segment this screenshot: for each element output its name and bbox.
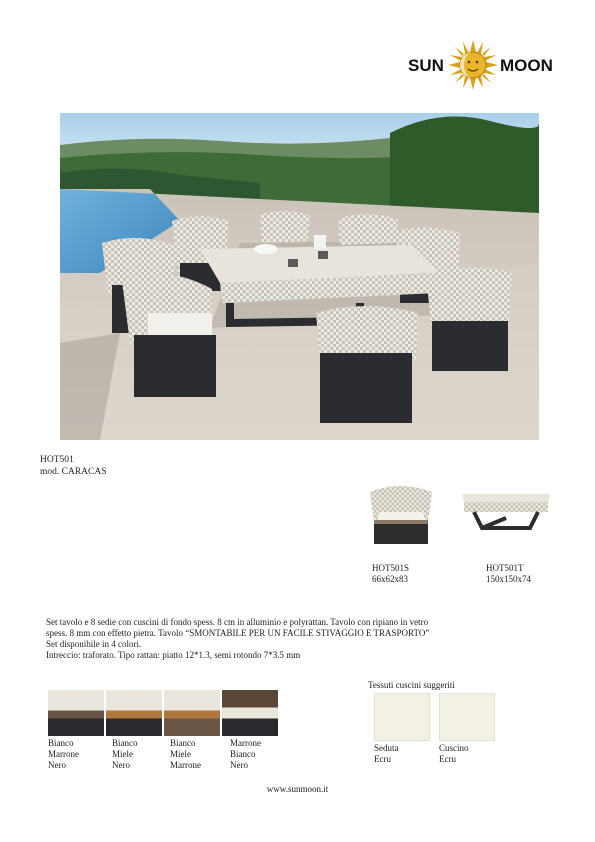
chair-image <box>364 480 436 550</box>
swatch-label: Marrone <box>170 760 201 770</box>
brand-text-right: MOON <box>500 56 553 75</box>
swatch-image <box>164 690 220 736</box>
fabric-label: Seduta <box>374 743 399 753</box>
fabric-swatch <box>439 693 495 741</box>
swatch-label: Nero <box>48 760 66 770</box>
fabric-label: Ecru <box>439 754 456 764</box>
brand-text-left: SUN <box>408 56 444 75</box>
fabric-label: Cuscino <box>439 743 469 753</box>
color-option <box>106 690 162 771</box>
component-table-dims: 150x150x74 <box>486 574 531 584</box>
swatch-label: Nero <box>112 760 130 770</box>
component-table <box>486 563 531 585</box>
swatch-label: Marrone <box>230 738 261 748</box>
table-image <box>458 488 554 536</box>
footer-url[interactable]: www.sunmoon.it <box>266 784 329 794</box>
color-option <box>222 690 278 771</box>
fabric-option <box>439 693 495 765</box>
product-model: mod. CARACAS <box>40 467 107 477</box>
swatch-image <box>222 690 278 736</box>
description-line: spess. 8 mm con effetto pietra. Tavolo “SMONTABILE PER UN FACILE STIVAGGIO E TRASPORTO” <box>46 628 430 638</box>
fabric-label: Ecru <box>374 754 391 764</box>
component-chair <box>372 563 409 585</box>
brand-logo <box>408 40 553 90</box>
swatch-label: Miele <box>112 749 133 759</box>
swatch-label: Miele <box>170 749 191 759</box>
description-line: Intreccio: traforato. Tipo rattan: piatto 12*1.3, semi rotondo 7*3.5 mm <box>46 650 301 660</box>
swatch-image <box>48 690 104 736</box>
color-option <box>164 690 220 771</box>
swatch-label: Bianco <box>230 749 256 759</box>
product-code: HOT501 <box>40 455 74 465</box>
swatch-label: Bianco <box>48 738 74 748</box>
component-table-code: HOT501T <box>486 563 524 573</box>
swatch-label: Marrone <box>48 749 79 759</box>
swatch-label: Bianco <box>170 738 196 748</box>
sun-moon-icon <box>448 40 498 90</box>
swatch-image <box>106 690 162 736</box>
product-info <box>40 454 107 478</box>
fabrics-title: Tessuti cuscini suggeriti <box>368 680 455 690</box>
fabric-swatch <box>374 693 430 741</box>
component-chair-code: HOT501S <box>372 563 410 573</box>
description-line: Set disponibile in 4 colori. <box>46 639 142 649</box>
hero-photo <box>60 113 539 440</box>
swatch-label: Nero <box>230 760 248 770</box>
description <box>46 617 556 661</box>
fabric-option <box>374 693 430 765</box>
color-option <box>48 690 104 771</box>
swatch-label: Bianco <box>112 738 138 748</box>
description-line: Set tavolo e 8 sedie con cuscini di fondo spess. 8 cm in alluminio e polyrattan. Tavolo con ripiano in vetro <box>46 617 429 627</box>
component-chair-dims: 66x62x83 <box>372 574 408 584</box>
